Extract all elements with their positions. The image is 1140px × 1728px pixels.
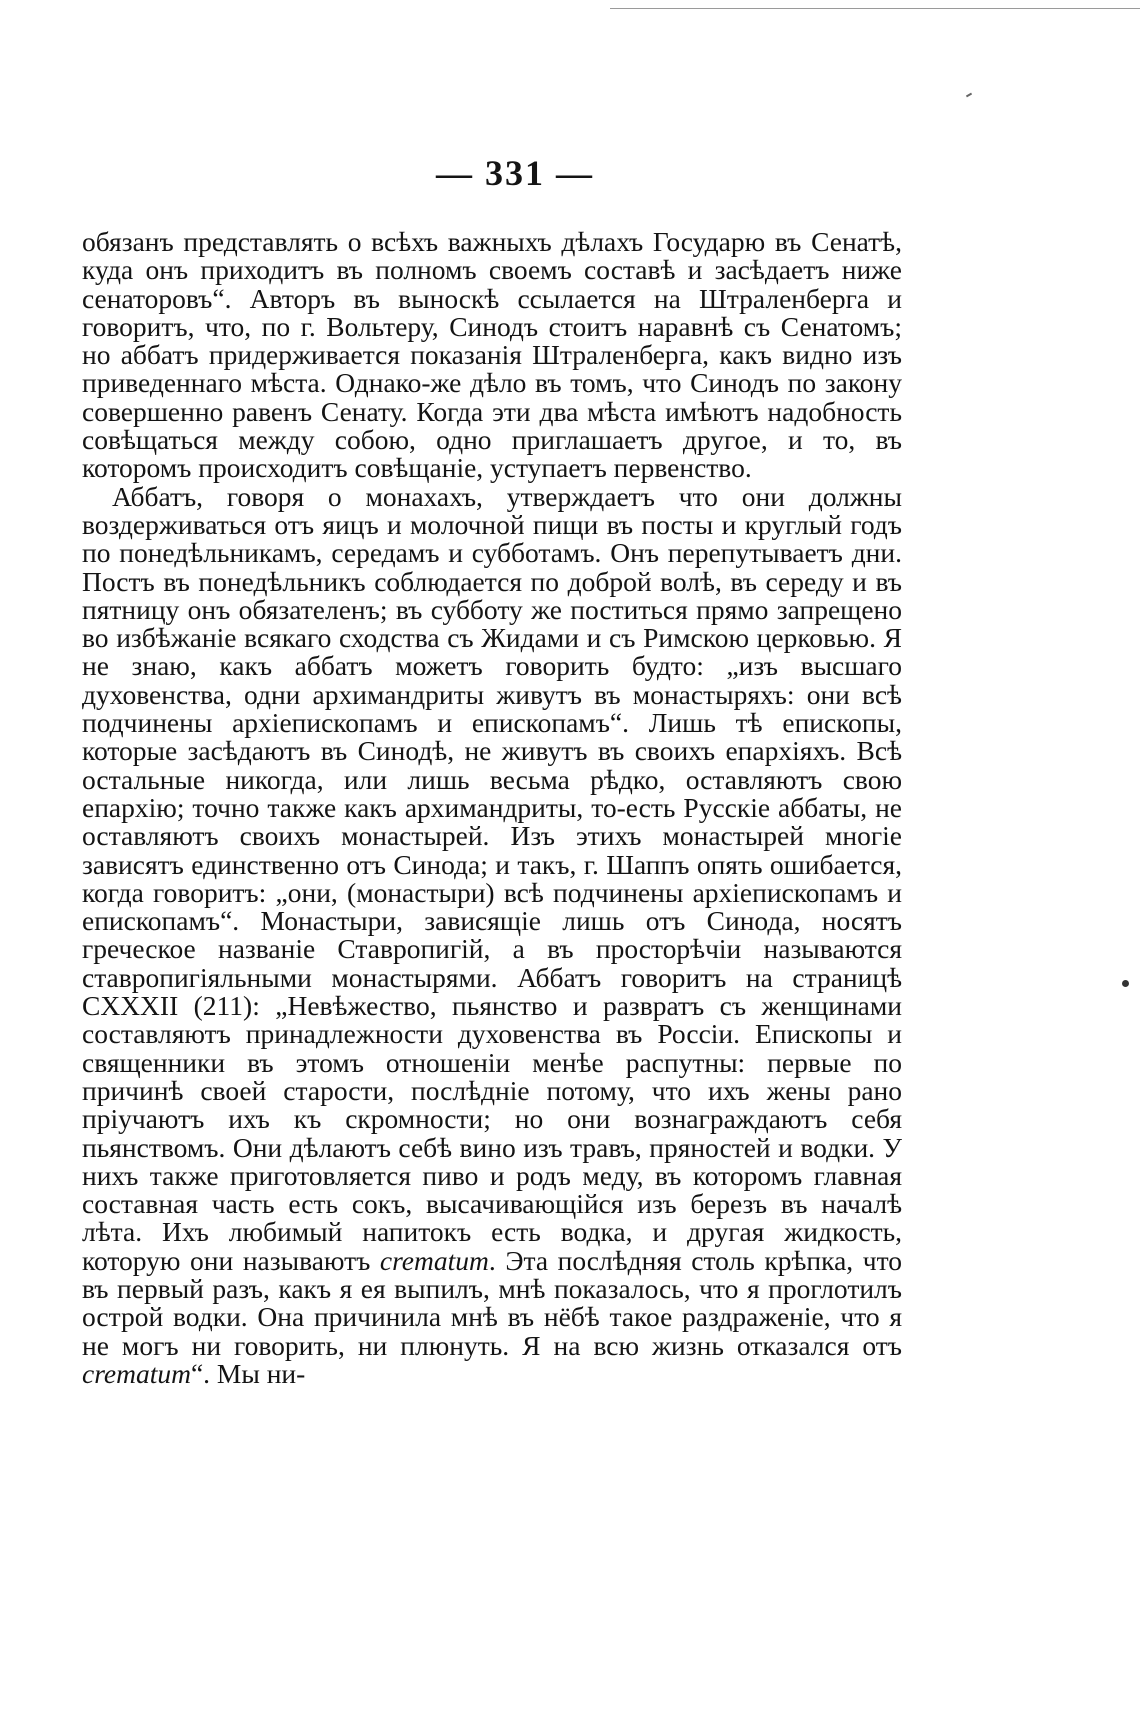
paragraph-2-text-start: Аббатъ, говоря о монахахъ, утверждаетъ что они должны воздерживаться отъ яицъ и молочной пищи въ посты и круглый годъ по понедѣльникамъ, середамъ и субботамъ. Онъ перепутываетъ дни. Постъ въ понедѣльникъ соблюдается по доброй волѣ, въ середу и въ пятницу онъ обязателенъ; въ субботу же поститься прямо запрещено во избѣжаніе всякаго сходства съ Жидами и съ Римскою церковью. Я не знаю, какъ аббатъ можетъ говорить будто: „изъ высшаго духовенства, одни архимандриты живутъ въ монастыряхъ: они всѣ подчинены архіепископамъ и епископамъ“. Лишь тѣ епископы, которые засѣдаютъ въ Синодѣ, не живутъ въ своихъ епархіяхъ. Всѣ остальные никогда, или лишь весьма рѣдко, оставляютъ свою епархію; точно также какъ архимандриты, то-есть Русскіе аббаты, не оставляютъ своихъ монастырей. Изъ этихъ монастырей многіе зависятъ единственно отъ Синода; и такъ, г. Шаппъ опять ошибается, когда говоритъ: „они, (монастыри) всѣ подчинены архіепископамъ и епископамъ“. Монастыри, зависящіе лишь отъ Синода, носятъ греческое названіе Ставропигій, а въ просторѣчіи называются ставропигіяльными монастырями. Аббатъ говоритъ на страницѣ CXXXII (211): „Невѣжество, пьянство и развратъ съ женщинами составляютъ принадлежности духовенства въ Россіи. Епископы и священники въ этомъ отношеніи менѣе распутны: первые по причинѣ своей старости, послѣдніе потому, что ихъ жены рано пріучаютъ ихъ къ скромности; но они вознаграждаютъ себя пьянствомъ. Они дѣлаютъ себѣ вино изъ травъ, пряностей и водки. У нихъ также приготовляется пиво и родъ меду, въ которомъ главная составная часть есть сокъ, высачивающійся изъ березъ въ началѣ лѣта. Ихъ любимый напитокъ есть водка, и другая жидкость, которую они называютъ: [82, 480, 902, 1276]
paragraph-2-text-middle: . Эта послѣдняя столь крѣпка, что въ первый разъ, какъ я ея выпилъ, мнѣ показалось, что я проглотилъ острой водки. Она причинила мнѣ въ нёбѣ такое раздраженіе, что я не могъ ни говорить, ни плюнуть. Я на всю жизнь отказался отъ: [82, 1244, 902, 1361]
paragraph-2: [82, 480, 902, 1389]
latin-term: crematum: [82, 1357, 191, 1389]
top-rule: [610, 8, 1140, 9]
margin-mark: [966, 93, 972, 98]
page-number: — 331 —: [436, 153, 594, 193]
paragraph-1: [82, 228, 902, 483]
paragraph-1-text: обязанъ представлять о всѣхъ важныхъ дѣлахъ Государю въ Сенатѣ, куда онъ приходитъ въ полномъ своемъ составѣ и засѣдаетъ ниже сенаторовъ“. Авторъ въ выноскѣ ссылается на Штраленберга и говоритъ, что, по г. Вольтеру, Синодъ стоитъ наравнѣ съ Сенатомъ; но аббатъ придерживается показанія Штраленберга, какъ видно изъ приведеннаго мѣста. Однако-же дѣло въ томъ, что Синодъ по закону совершенно равенъ Сенату. Когда эти два мѣста имѣютъ надобность совѣщаться между собою, одно приглашаетъ другое, и то, въ которомъ происходитъ совѣщаніе, уступаетъ первенство.: [82, 226, 902, 484]
page-body: [82, 228, 902, 1388]
margin-dot: [1122, 980, 1129, 987]
paragraph-2-text-end: “. Мы ни-: [190, 1357, 306, 1389]
latin-term: crematum: [379, 1244, 489, 1276]
